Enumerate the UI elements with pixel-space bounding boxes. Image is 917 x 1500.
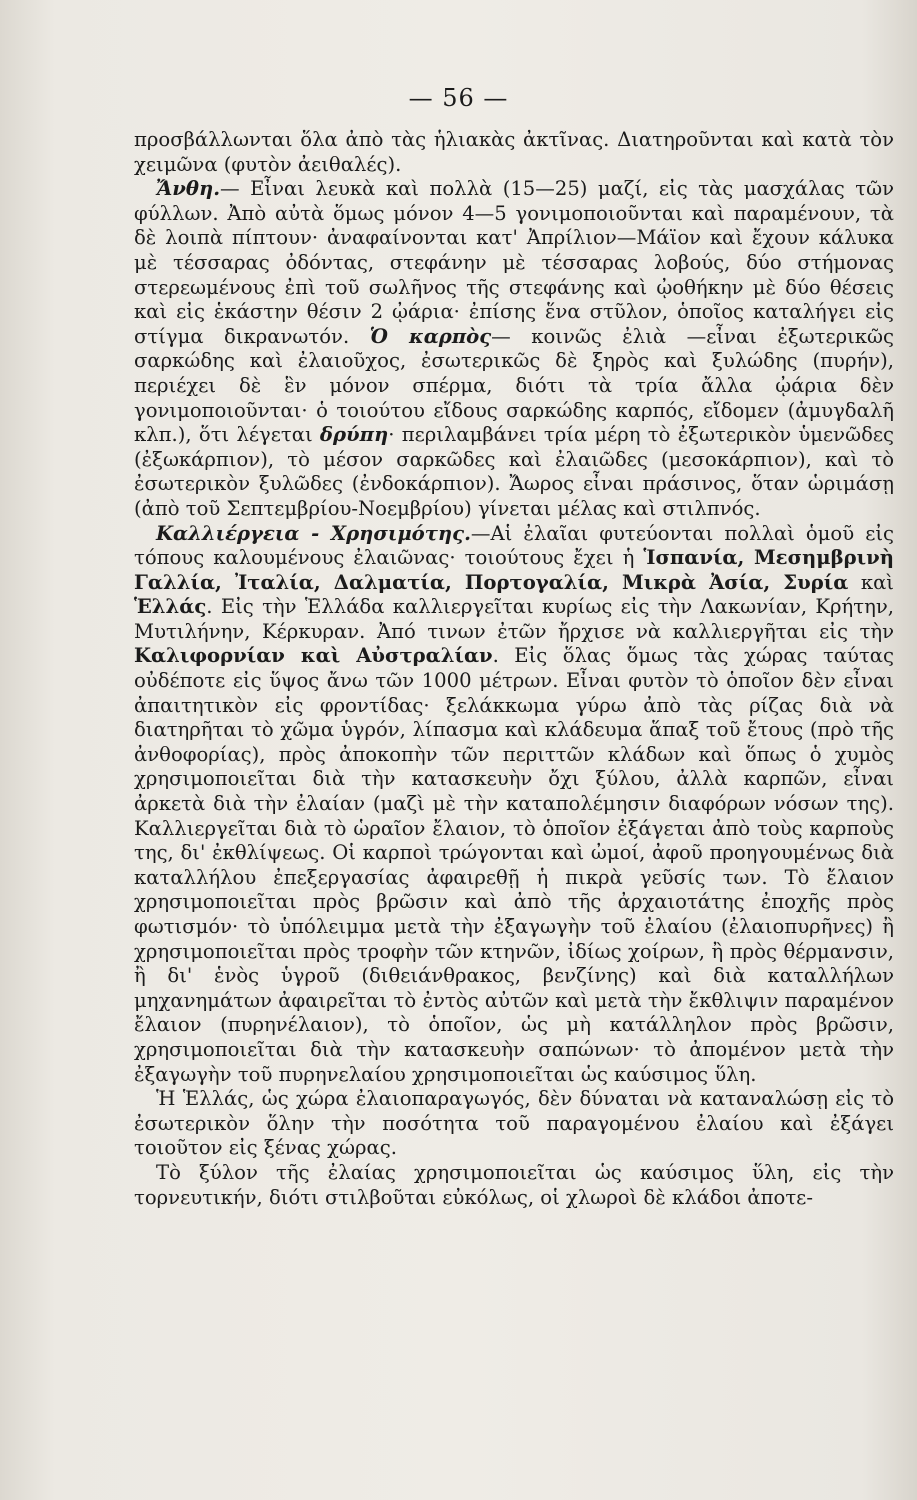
text-run: — κοινῶς ἐλιὰ —εἶναι ἐξωτερικῶς σαρκώδης καὶ ἐλαιοῦχος, ἐσωτερικῶς δὲ ξηρὸς καὶ ξυλώδης (πυρήν), περιέχει δὲ ἓν μόνον σπέρμα, διότι τὰ τρία ἄλλα ᾠάρια δὲν γονιμοποιοῦνται· ὁ τοιούτου εἴδους σαρκώδης καρπός, εἴδομεν (ἀμυγδαλῆ κλπ.), ὅτι λέγεται (134, 324, 894, 447)
paragraph-cultivation (134, 522, 894, 1088)
page-number: — 56 — (408, 84, 509, 112)
paragraph-continuation (134, 128, 894, 177)
body-text (134, 128, 894, 1210)
section-heading-cultivation: Καλλιέργεια - Χρησιμότης. (156, 521, 471, 545)
country-california-australia: Καλιφορνίαν καὶ Αὐστραλίαν (134, 644, 493, 668)
text-run: Τὸ ξύλον τῆς ἐλαίας χρησιμοποιεῖται ὡς καύσιμος ὕλη, εἰς τὴν τορνευτικήν, διότι στιλβοῦται εὐκόλως, οἱ χλωροὶ δὲ κλάδοι ἀποτε- (134, 1160, 894, 1209)
text-run: . Εἰς τὴν Ἑλλάδα καλλιεργεῖται κυρίως εἰς τὴν Λακωνίαν, Κρήτην, Μυτιλήνην, Κέρκυραν. Ἀπό τινων ἐτῶν ἤρχισε νὰ καλλιεργῆται εἰς τὴν (134, 595, 894, 643)
text-run: — Εἶναι λευκὰ καὶ πολλὰ (15—25) μαζί, εἰς τὰς μασχάλας τῶν φύλλων. Ἀπὸ αὐτὰ ὅμως μόνον 4—5 γονιμοποιοῦνται καὶ παραμένουν, τὰ δὲ λοιπὰ πίπτουν· ἀναφαίνονται κατ' Ἀπρίλιον—Μάϊον καὶ ἔχουν κάλυκα μὲ τέσσαρας ὀδόντας, στεφάνην μὲ τέσσαρας λοβούς, δύο στήμονας στερεωμένους ἐπὶ τοῦ σωλῆνος τῆς στεφάνης καὶ ᾠοθήκην μὲ δύο θέσεις καὶ εἰς ἑκάστην θέσιν 2 ᾠάρια· ἐπίσης ἕνα στῦλον, ὁποῖος καταλήγει εἰς στίγμα δικρανωτόν. (134, 177, 894, 348)
section-heading-fruit: Ὁ καρπὸς (369, 324, 492, 348)
text-run: . Εἰς ὅλας ὅμως τὰς χώρας ταύτας οὐδέποτε εἰς ὕψος ἄνω τῶν 1000 μέτρων. Εἶναι φυτὸν τὸ ὁποῖον δὲν εἶναι ἀπαιτητικὸν εἰς φροντίδας· ξελάκκωμα γύρω ἀπὸ τὰς ρίζας διὰ νὰ διατηρῆται τὸ χῶμα ὑγρόν, λίπασμα καὶ κλάδευμα ἅπαξ τοῦ ἔτους (πρὸ τῆς ἀνθοφορίας), πρὸς ἀποκοπὴν τῶν περιττῶν κλάδων καὶ ὅπως ὁ χυμὸς χρησιμοποιεῖται διὰ τὴν κατασκευὴν ὄχι ξύλου, ἀλλὰ καρπῶν, εἶναι ἀρκετὰ διὰ τὴν ἐλαίαν (μαζὶ μὲ τὴν καταπολέμησιν διαφόρων νόσων της). Καλλιεργεῖται διὰ τὸ ὡραῖον ἔλαιον, τὸ ὁποῖον ἐξάγεται ἀπὸ τοὺς καρποὺς της, δι' ἐκθλίψεως. Οἱ καρποὶ τρώγονται καὶ ὠμοί, ἀφοῦ προηγουμένως διὰ καταλλήλου ἐπεξεργασίας ἀφαιρεθῇ ἡ πικρὰ γεῦσίς των. Τὸ ἔλαιον χρησιμοποιεῖται πρὸς βρῶσιν καὶ ἀπὸ τῆς ἀρχαιοτάτης ἐποχῆς πρὸς φωτισμόν· τὸ ὑπόλειμμα μετὰ τὴν ἐξαγωγὴν τοῦ ἐλαίου (ἐλαιοπυρῆνες) ἢ χρησιμοποιεῖται πρὸς τροφὴν τῶν κτηνῶν, ἰδίως χοίρων, ἢ πρὸς θέρμανσιν, ἢ δι' ἑνὸς ὑγροῦ (διθειάνθρακος, βενζίνης) καὶ διὰ καταλλήλων μηχανημάτων ἀφαιρεῖται τὸ ἐντὸς αὐτῶν καὶ μετὰ τὴν ἔκθλιψιν παραμένον ἔλαιον (πυρηνέλαιον), τὸ ὁποῖον, ὡς μὴ κατάλληλον πρὸς βρῶσιν, χρησιμοποιεῖται διὰ τὴν κατασκευὴν σαπώνων· τὸ ἀπομένον μετὰ τὴν ἐξαγωγὴν τοῦ πυρηνελαίου χρησιμοποιεῖται ὡς καύσιμος ὕλη. (134, 644, 894, 1086)
section-heading-flowers: Ἄνθη. (156, 177, 221, 201)
text-run: Ἡ Ἑλλάς, ὡς χώρα ἐλαιοπαραγωγός, δὲν δύναται νὰ καταναλώσῃ εἰς τὸ ἐσωτερικὸν ὅλην τὴν ποσότητα τοῦ παραγομένου ἐλαίου καὶ ἐξάγει τοιοῦτον εἰς ξένας χώρας. (134, 1087, 894, 1160)
paragraph-export (134, 1087, 894, 1161)
term-drupe: δρύπη (319, 423, 389, 447)
text-run: —Αἱ ἐλαῖαι φυτεύονται πολλαὶ ὁμοῦ εἰς τόπους καλουμένους ἐλαιῶνας· τοιούτους ἔχει ἡ (134, 521, 894, 570)
country-greece: Ἑλλάς (134, 595, 207, 619)
text-run: καὶ (848, 570, 894, 594)
paragraph-flowers-fruit (134, 177, 894, 521)
paragraph-wood (134, 1161, 894, 1210)
country-list: Ἱσπανία, Μεσημβρινὴ Γαλλία, Ἰταλία, Δαλματία, Πορτογαλία, Μικρὰ Ἀσία, Συρία (134, 546, 894, 594)
text-run: · περιλαμβάνει τρία μέρη τὸ ἐξωτερικὸν ὑμενῶδες (ἐξωκάρπιον), τὸ μέσον σαρκῶδες καὶ ἐλαιῶδες (μεσοκάρπιον), καὶ τὸ ἐσωτερικὸν ξυλῶδες (ἐνδοκάρπιον). Ἄωρος εἶναι πράσινος, ὅταν ὡριμάσῃ (ἀπὸ τοῦ Σεπτεμβρίου-Νοεμβρίου) γίνεται μέλας καὶ στιλπνός. (134, 423, 894, 520)
text-run: προσβάλλωνται ὅλα ἀπὸ τὰς ἡλιακὰς ἀκτῖνας. Διατηροῦνται καὶ κατὰ τὸν χειμῶνα (φυτὸν ἀειθαλές). (134, 128, 894, 176)
